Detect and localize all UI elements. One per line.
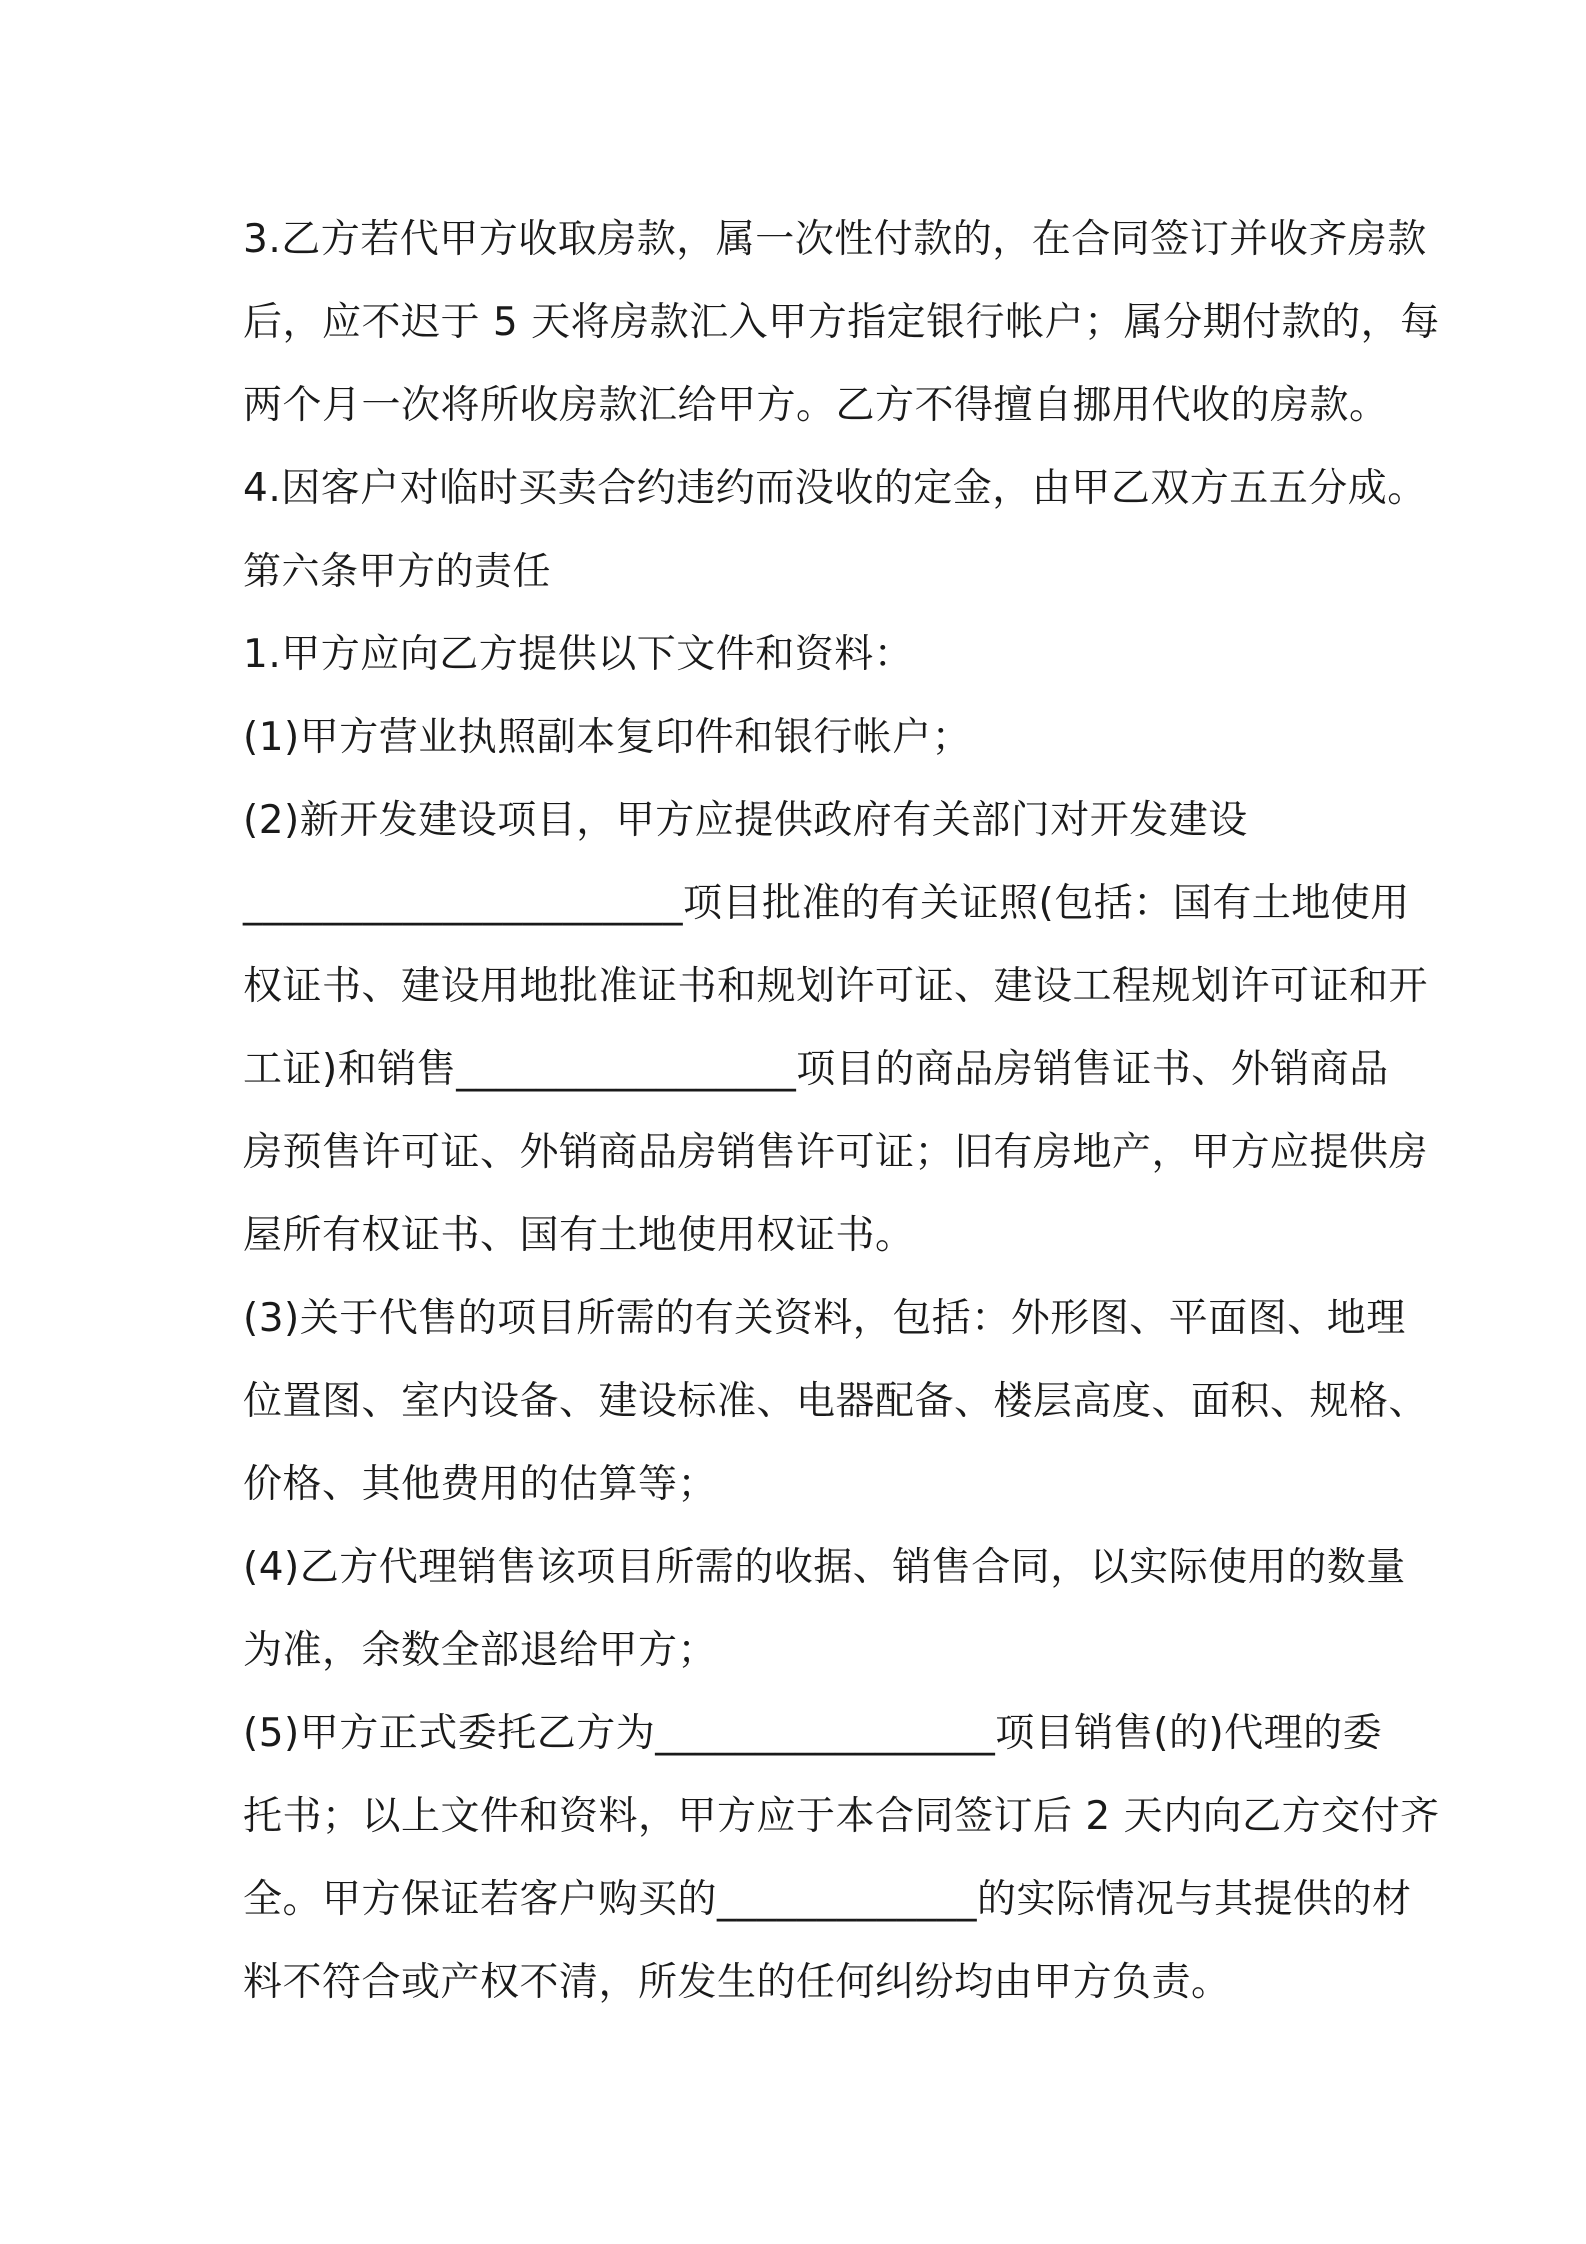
text-line: 1.甲方应向乙方提供以下文件和资料：: [243, 632, 914, 677]
text-line: 屋所有权证书、国有土地使用权证书。: [243, 1213, 915, 1258]
text-line: (1)甲方营业执照副本复印件和银行帐户；: [243, 715, 972, 760]
text-line: 位置图、室内设备、建设标准、电器配备、楼层高度、面积、规格、: [243, 1379, 1429, 1424]
text-line: (2)新开发建设项目，甲方应提供政府有关部门对开发建设: [243, 798, 1248, 843]
section-heading: 第六条甲方的责任: [243, 549, 552, 593]
text-line: (3)关于代售的项目所需的有关资料，包括：外形图、平面图、地理: [243, 1296, 1406, 1341]
text-line: 价格、其他费用的估算等；: [243, 1462, 718, 1507]
text-line: 工证)和销售_________________项目的商品房销售证书、外销商品: [243, 1047, 1389, 1092]
document-body: [243, 198, 1440, 2024]
text-line: (5)甲方正式委托乙方为_________________项目销售(的)代理的委: [243, 1711, 1383, 1756]
text-line: 4.因客户对临时买卖合约违约而没收的定金，由甲乙双方五五分成。: [243, 466, 1427, 511]
text-line: 为准，余数全部退给甲方；: [243, 1628, 718, 1673]
text-line: 房预售许可证、外销商品房销售许可证；旧有房地产，甲方应提供房: [243, 1130, 1429, 1175]
text-line: 全。甲方保证若客户购买的_____________的实际情况与其提供的材: [243, 1877, 1412, 1922]
text-line: 料不符合或产权不清，所发生的任何纠纷均由甲方负责。: [243, 1960, 1231, 2005]
text-line: 两个月一次将所收房款汇给甲方。乙方不得擅自挪用代收的房款。: [243, 383, 1389, 428]
text-line: 权证书、建设用地批准证书和规划许可证、建设工程规划许可证和开: [243, 964, 1429, 1009]
text-line: (4)乙方代理销售该项目所需的收据、销售合同，以实际使用的数量: [243, 1545, 1406, 1590]
text-line: 3.乙方若代甲方收取房款，属一次性付款的，在合同签订并收齐房款: [243, 217, 1427, 262]
text-line: 后，应不迟于 5 天将房款汇入甲方指定银行帐户；属分期付款的，每: [243, 300, 1440, 345]
text-line: 托书；以上文件和资料，甲方应于本合同签订后 2 天内向乙方交付齐: [243, 1794, 1440, 1839]
text-line: ______________________项目批准的有关证照(包括：国有土地使用: [243, 881, 1410, 926]
